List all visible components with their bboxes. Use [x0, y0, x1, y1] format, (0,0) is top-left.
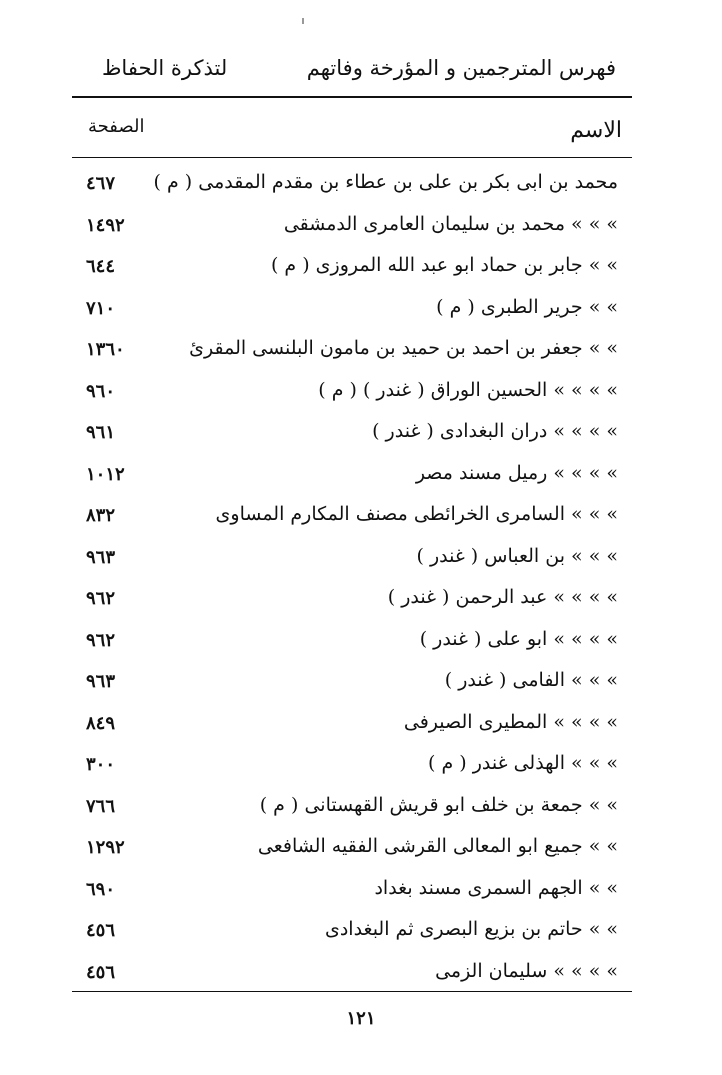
entry-page-number: ٤٥٦	[86, 920, 116, 941]
column-header-page: الصفحة	[88, 116, 145, 137]
entry-page-number: ٩٦٢	[86, 629, 116, 651]
entry-page-number: ١٢٩٢	[86, 837, 125, 858]
entry-name: » » » » دران البغدادى ( غندر )	[372, 420, 618, 442]
header-title-index: فهرس المترجمين و المؤرخة وفاتهم	[306, 56, 616, 80]
index-entry	[72, 788, 622, 830]
entry-page-number: ٩٦٠	[86, 380, 116, 402]
entry-name: محمد بن ابى بكر بن على بن عطاء بن مقدم المقدمى ( م )	[153, 171, 618, 193]
index-entry	[72, 705, 622, 747]
entry-name: » » حاتم بن بزيع البصرى ثم البغدادى	[324, 918, 618, 940]
entry-page-number: ٩٦٢	[86, 588, 116, 609]
index-entry	[72, 456, 622, 498]
entry-name: » » » الهذلى غندر ( م )	[428, 752, 618, 774]
entry-page-number: ٧٦٦	[86, 795, 116, 817]
index-entry	[72, 331, 622, 373]
entry-page-number: ٤٦٧	[86, 173, 116, 194]
entry-page-number: ٨٤٩	[86, 712, 116, 734]
index-entry	[72, 248, 622, 290]
entry-page-number: ٨٣٢	[86, 505, 116, 526]
entry-page-number: ٧١٠	[86, 297, 116, 319]
index-entry	[72, 165, 622, 207]
index-entry	[72, 622, 622, 664]
entry-page-number: ٦٩٠	[86, 878, 116, 900]
entry-name: » » » الفامى ( غندر )	[444, 669, 618, 691]
entry-name: » » » السامرى الخرائطى مصنف المكارم المساوى	[215, 503, 618, 525]
entry-name: » » » » المطيرى الصيرفى	[403, 710, 618, 733]
entry-name: » » الجهم السمرى مسند بغداد	[374, 876, 618, 899]
page-number: ١٢١	[346, 1008, 376, 1029]
index-entry	[72, 207, 622, 249]
entry-page-number: ٣٠٠	[86, 754, 116, 775]
index-entry	[72, 539, 622, 581]
entry-page-number: ٩٦٣	[86, 546, 116, 568]
footer-rule	[72, 991, 632, 992]
entry-name: » » جمعة بن خلف ابو قريش القهستانى ( م )	[259, 793, 618, 816]
entry-name: » » » » الحسين الوراق ( غندر ) ( م )	[318, 378, 618, 401]
column-header-name: الاسم	[570, 118, 622, 143]
header-title-book: لتذكرة الحفاظ	[102, 56, 228, 80]
index-entry	[72, 746, 622, 788]
entry-name: » » جابر بن حماد ابو عبد الله المروزى ( م )	[270, 254, 618, 276]
index-entry	[72, 829, 622, 871]
entry-name: » » جعفر بن احمد بن حميد بن مامون البلنسى المقرئ	[189, 337, 618, 359]
entry-name: » » » بن العباس ( غندر )	[416, 544, 618, 567]
index-entry	[72, 912, 622, 954]
index-entry	[72, 663, 622, 705]
scan-speck	[302, 18, 304, 24]
entry-name: » » جميع ابو المعالى القرشى الفقيه الشافعى	[257, 835, 618, 857]
entry-name: » » جرير الطبرى ( م )	[436, 295, 618, 318]
entry-name: » » » » سليمان الزمى	[435, 959, 618, 982]
entry-page-number: ٩٦٣	[86, 671, 116, 692]
running-header	[80, 52, 630, 88]
column-header-rule	[72, 157, 632, 158]
index-entry	[72, 497, 622, 539]
index-entry	[72, 954, 622, 996]
entry-name: » » » » عبد الرحمن ( غندر )	[387, 586, 618, 608]
index-entry	[72, 580, 622, 622]
index-entry	[72, 373, 622, 415]
entry-name: » » » » رميل مسند مصر	[415, 461, 618, 484]
entry-page-number: ١٠١٢	[86, 463, 125, 485]
header-rule	[72, 96, 632, 98]
entry-page-number: ٩٦١	[86, 422, 116, 443]
entry-name: » » » محمد بن سليمان العامرى الدمشقى	[283, 212, 618, 235]
index-entry	[72, 871, 622, 913]
entry-name: » » » » ابو على ( غندر )	[419, 627, 618, 650]
index-entry	[72, 414, 622, 456]
index-entry	[72, 290, 622, 332]
index-entries	[72, 165, 622, 995]
entry-page-number: ٤٥٦	[86, 961, 116, 983]
entry-page-number: ٦٤٤	[86, 256, 116, 277]
entry-page-number: ١٣٦٠	[86, 339, 125, 360]
entry-page-number: ١٤٩٢	[86, 214, 125, 236]
